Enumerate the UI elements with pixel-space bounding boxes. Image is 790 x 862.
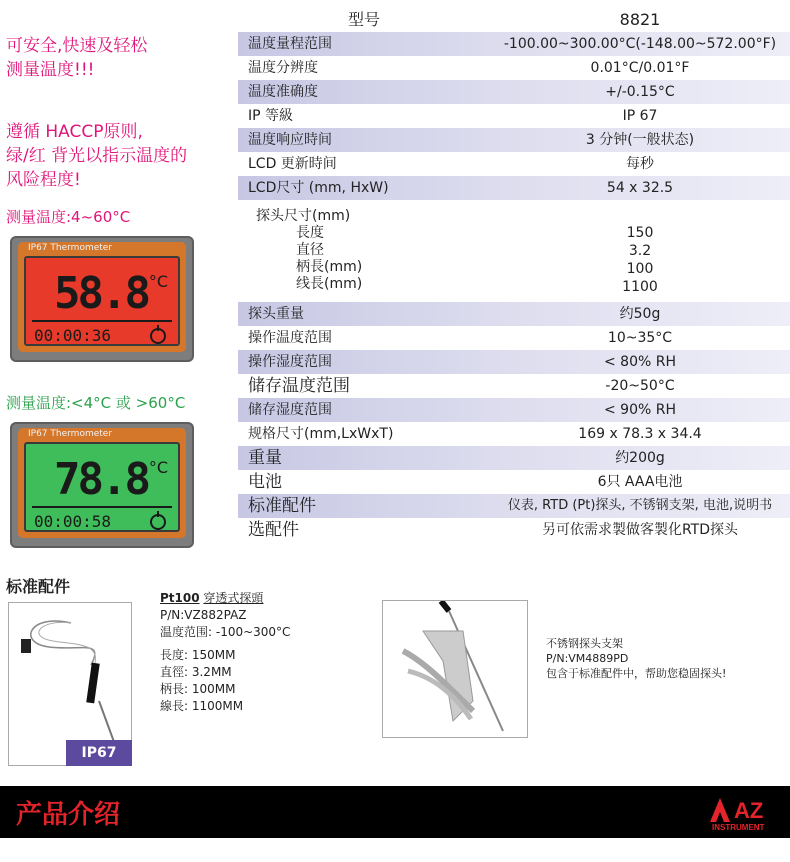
- spec-key: 储存温度范围: [248, 376, 350, 396]
- probe-name: Pt100: [160, 591, 200, 605]
- spec-key: 温度量程范围: [238, 32, 490, 56]
- logo-subtext: INSTRUMENT: [712, 823, 765, 832]
- stand-image: [382, 600, 528, 738]
- spec-row: [238, 518, 790, 542]
- probe-dim-key: 長度: [296, 225, 324, 241]
- promo-panel: [0, 0, 240, 560]
- probe-dimension-values: [490, 200, 790, 296]
- spec-key: 操作湿度范围: [238, 350, 490, 374]
- lcd-divider: [32, 506, 172, 508]
- spec-value: 3 分钟(一般状态): [490, 128, 790, 152]
- stand-illustration: [383, 601, 528, 738]
- spec-value: < 90% RH: [490, 398, 790, 422]
- spec-row: [238, 152, 790, 176]
- spec-value: -100.00~300.00°C(-148.00~572.00°F): [490, 32, 790, 56]
- spec-value: 约200g: [490, 446, 790, 470]
- lcd-clock: 00:00:36: [34, 326, 112, 345]
- device-bezel: [18, 428, 186, 538]
- spec-value: 约50g: [490, 302, 790, 326]
- probe-length: 長度: 150MM: [160, 648, 236, 662]
- stand-description: 包含于标准配件中，帮助您稳固探头!: [546, 667, 727, 680]
- spec-key: 型号: [347, 10, 380, 29]
- spec-row: [238, 104, 790, 128]
- spec-value: +/-0.15°C: [490, 80, 790, 104]
- timer-icon: [150, 328, 166, 344]
- probe-type: 穿透式探頭: [203, 591, 264, 605]
- probe-dim-value: 1100: [622, 279, 658, 295]
- spec-row: [238, 350, 790, 374]
- lcd-unit: °C: [148, 458, 168, 477]
- spec-value: 8821: [619, 10, 661, 29]
- red-range-label: 测量温度:4~60°C: [6, 208, 131, 226]
- device-brand: IP67 Thermometer: [28, 243, 113, 253]
- spec-key: LCD尺寸 (mm, HxW): [238, 176, 490, 200]
- probe-dim-value: 100: [626, 261, 654, 277]
- spec-value: 仪表, RTD (Pt)探头, 不锈钢支架, 电池,说明书: [490, 494, 790, 518]
- spec-key: 温度响应時间: [238, 128, 490, 152]
- spec-row: [238, 326, 790, 350]
- probe-cable-length: 線長: 1100MM: [160, 699, 244, 713]
- spec-row-model: [238, 8, 790, 32]
- spec-value: < 80% RH: [490, 350, 790, 374]
- spec-row: [238, 302, 790, 326]
- promo-line: 风险程度!: [6, 170, 81, 190]
- spec-value: 169 x 78.3 x 34.4: [578, 426, 702, 442]
- lcd-clock: 00:00:58: [34, 512, 112, 531]
- spec-row: [238, 446, 790, 470]
- spec-value: 10~35°C: [607, 330, 673, 346]
- spec-probe-dimensions: [238, 200, 790, 296]
- spec-row: [238, 470, 790, 494]
- lcd-divider: [32, 320, 172, 322]
- spec-value: 另可依需求製做客製化RTD探头: [541, 522, 739, 538]
- probe-dim-key: 柄長(mm): [296, 259, 363, 275]
- spec-value: -20~50°C: [605, 378, 675, 394]
- thermometer-green-display: [10, 422, 194, 548]
- spec-key: 探头重量: [238, 302, 490, 326]
- spec-key: 选配件: [248, 520, 299, 540]
- spec-key: 重量: [238, 446, 490, 470]
- device-brand: IP67 Thermometer: [28, 429, 113, 439]
- probe-dim-key: 直径: [296, 242, 324, 258]
- lcd-screen: [24, 256, 180, 346]
- spec-row: [238, 128, 790, 152]
- stand-name: 不锈钢探头支架: [546, 637, 623, 650]
- device-bezel: [18, 242, 186, 352]
- spec-row: [238, 32, 790, 56]
- promo-line: 绿/红 背光以指示温度的: [6, 146, 188, 166]
- spec-value: 0.01°C/0.01°F: [590, 60, 690, 76]
- probe-dim-value: 150: [626, 225, 654, 241]
- footer-title: 产品介绍: [16, 800, 121, 830]
- spec-row: [238, 374, 790, 398]
- probe-spec-info: [160, 590, 290, 715]
- probe-dim-value: 3.2: [628, 243, 652, 259]
- promo-line: 测量温度!!!: [6, 60, 95, 80]
- lcd-screen: [24, 442, 180, 532]
- spec-key: 电池: [248, 472, 282, 492]
- accessories-title: 标准配件: [6, 577, 71, 596]
- spec-value: IP 67: [622, 108, 658, 124]
- thermometer-red-display: [10, 236, 194, 362]
- spec-key: 温度准确度: [238, 80, 490, 104]
- green-range-label: 测量温度:<4°C 或 >60°C: [6, 394, 186, 412]
- probe-dimension-title: 探头尺寸(mm): [256, 208, 351, 224]
- lcd-temperature: 58.8: [54, 268, 148, 319]
- spec-row: [238, 398, 790, 422]
- spec-table: [238, 8, 790, 542]
- spec-key: 标准配件: [238, 494, 490, 518]
- spec-value: 54 x 32.5: [490, 176, 790, 200]
- probe-range: 温度范围: -100~300°C: [160, 625, 291, 639]
- az-instrument-logo: [708, 792, 780, 832]
- spec-key: 温度分辨度: [248, 60, 318, 76]
- promo-line: 可安全,快速及轻松: [6, 36, 148, 56]
- logo-text: AZ: [734, 798, 764, 823]
- spec-row: [238, 56, 790, 80]
- lcd-temperature: 78.8: [54, 454, 148, 505]
- spec-row: [238, 494, 790, 518]
- lcd-unit: °C: [148, 272, 168, 291]
- spec-row: [238, 80, 790, 104]
- spec-key: 储存湿度范围: [238, 398, 490, 422]
- probe-diameter: 直徑: 3.2MM: [160, 665, 232, 679]
- promo-haccp: [6, 120, 187, 192]
- spec-value: 每秒: [626, 156, 654, 172]
- footer-bar: [0, 786, 790, 838]
- probe-part-number: P/N:VZ882PAZ: [160, 608, 247, 622]
- stand-spec-info: [546, 636, 726, 681]
- spec-key: 规格尺寸(mm,LxWxT): [248, 426, 394, 442]
- timer-icon: [150, 514, 166, 530]
- spec-row: [238, 176, 790, 200]
- promo-safe-fast: [6, 34, 147, 82]
- spec-value: 6只 AAA电池: [597, 474, 683, 490]
- probe-dim-key: 线長(mm): [296, 276, 363, 292]
- ip67-badge: IP67: [66, 740, 132, 766]
- promo-line: 遵循 HACCP原则,: [6, 122, 143, 142]
- probe-handle-length: 柄長: 100MM: [160, 682, 236, 696]
- spec-key: 操作温度范围: [248, 330, 332, 346]
- stand-part-number: P/N:VM4889PD: [546, 652, 629, 665]
- spec-row: [238, 422, 790, 446]
- spec-key: LCD 更新時间: [248, 156, 337, 172]
- probe-dimension-labels: [238, 200, 490, 296]
- spec-key: IP 等級: [248, 108, 294, 124]
